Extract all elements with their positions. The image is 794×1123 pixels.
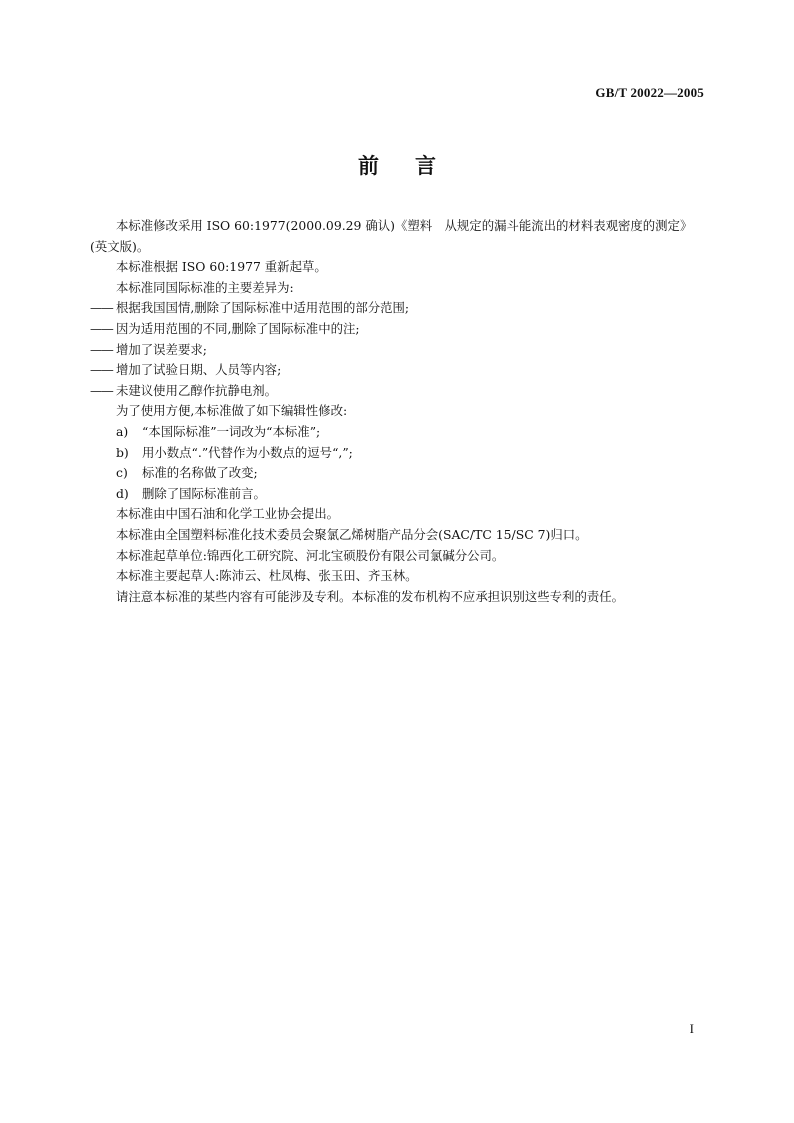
standard-code: GB/T 20022—2005 [595,85,704,100]
list-item-text: 未建议使用乙醇作抗静电剂。 [116,382,278,398]
list-marker: d) [116,485,129,501]
differences-list [90,298,704,401]
paragraph-edit-intro: 为了使用方便,本标准做了如下编辑性修改: [116,403,348,419]
paragraph-committee: 本标准由全国塑料标准化技术委员会聚氯乙烯树脂产品分会(SAC/TC 15/SC 7)归口。 [116,526,588,542]
list-item [90,422,704,443]
list-marker: a) [116,423,129,439]
list-item-text: 增加了误差要求; [116,341,207,357]
list-marker: c) [116,465,128,481]
edits-list [90,422,704,504]
list-item-text: 标准的名称做了改变; [142,465,258,481]
list-item-text: 因为适用范围的不同,删除了国际标准中的注; [116,320,360,336]
list-marker: b) [116,444,129,460]
paragraph-adoption: 本标准修改采用 ISO 60:1977(2000.09.29 确认)《塑料 从规定的漏斗能流出的材料表观密度的测定》(英文版)。 [90,218,693,254]
list-item [90,319,704,340]
list-item [90,340,704,361]
dash-marker: —— [90,300,113,316]
list-item [90,463,704,484]
list-item-text: 增加了试验日期、人员等内容; [116,362,282,378]
paragraph-proposer: 本标准由中国石油和化学工业协会提出。 [116,506,340,522]
paragraph-drafting-units: 本标准起草单位:锦西化工研究院、河北宝硕股份有限公司氯碱分公司。 [116,547,505,563]
list-item-text: “本国际标准”一词改为“本标准”; [142,423,321,439]
dash-marker: —— [90,341,113,357]
list-item-text: 根据我国国情,删除了国际标准中适用范围的部分范围; [116,300,410,316]
list-item-text: 用小数点“.”代替作为小数点的逗号“,”; [142,444,353,460]
list-item [90,443,704,464]
paragraph-drafters: 本标准主要起草人:陈沛云、杜凤梅、张玉田、齐玉林。 [116,568,418,584]
paragraph-drafting-basis: 本标准根据 ISO 60:1977 重新起草。 [116,259,327,275]
paragraph-patent-notice: 请注意本标准的某些内容有可能涉及专利。本标准的发布机构不应承担识别这些专利的责任。 [116,588,625,604]
dash-marker: —— [90,362,113,378]
list-item [90,298,704,319]
dash-marker: —— [90,382,113,398]
dash-marker: —— [90,320,113,336]
page-number: I [689,1021,694,1036]
paragraph-differences-intro: 本标准同国际标准的主要差异为: [116,279,294,295]
page-title: 前言 [358,154,472,178]
list-item [90,381,704,402]
foreword-body [90,216,704,607]
list-item [90,484,704,505]
list-item [90,360,704,381]
list-item-text: 删除了国际标准前言。 [142,485,266,501]
